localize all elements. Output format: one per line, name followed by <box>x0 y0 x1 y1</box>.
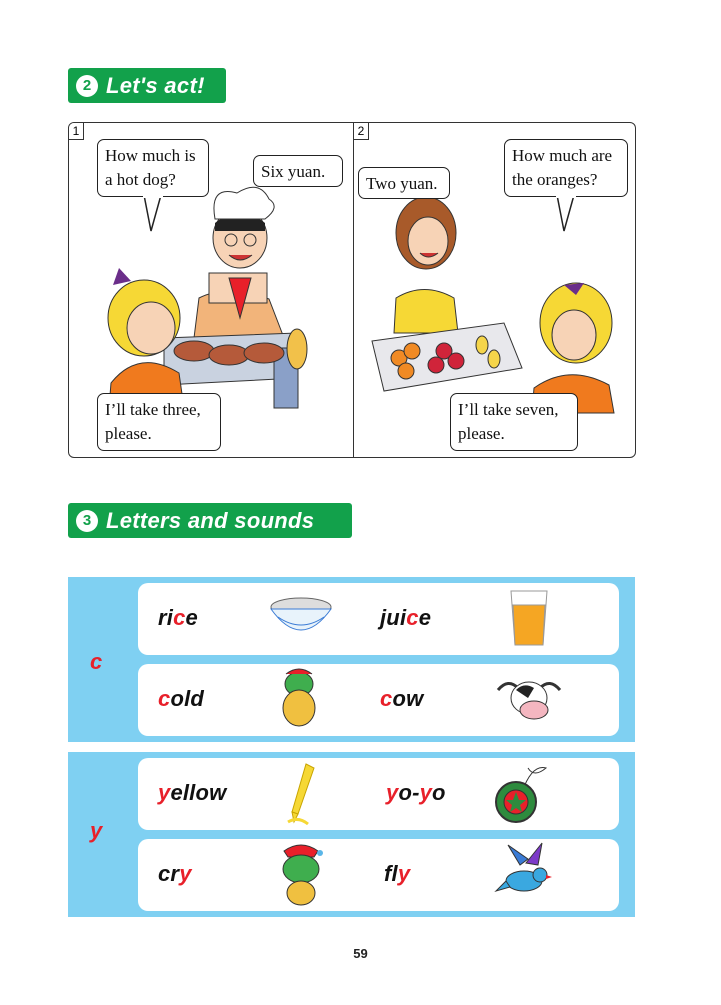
comic-strip <box>68 122 636 458</box>
word-card-row <box>138 758 619 830</box>
bubble-tail <box>552 195 582 235</box>
word-fly: fly <box>384 861 411 886</box>
word-cow: cow <box>380 686 424 711</box>
word-card-row <box>138 583 619 655</box>
letter-label: y <box>90 818 103 843</box>
word-card-row <box>138 664 619 736</box>
speech-bubble-question: How much are the oranges? <box>504 139 628 197</box>
section-number: 3 <box>76 510 98 532</box>
word-yellow: yellow <box>158 780 227 805</box>
speech-bubble-reply: I’ll take three, please. <box>97 393 221 451</box>
word-rice: rice <box>158 605 198 630</box>
section-number: 2 <box>76 75 98 97</box>
shivering-turtle-icon <box>274 666 324 734</box>
letter-label: c <box>90 649 103 674</box>
comic-panel-1 <box>69 123 354 457</box>
speech-bubble-question: How much is a hot dog? <box>97 139 209 197</box>
word-cold: cold <box>158 686 205 711</box>
panel-number: 2 <box>354 123 369 140</box>
word-yo-yo: yo-yo <box>386 780 446 805</box>
bubble-tail <box>139 195 169 235</box>
section-title: Let's act! <box>106 72 205 98</box>
word-cry: cry <box>158 861 192 886</box>
cow-icon <box>494 670 564 730</box>
flying-bird-icon <box>494 841 554 907</box>
yo-yo-icon <box>494 760 550 826</box>
section-2-banner <box>68 68 226 103</box>
letter-group-c <box>68 577 635 742</box>
speech-bubble-answer: Six yuan. <box>253 155 343 187</box>
crying-turtle-icon <box>274 841 328 907</box>
speech-bubble-answer: Two yuan. <box>358 167 450 199</box>
panel-number: 1 <box>69 123 84 140</box>
yellow-crayon-icon <box>284 760 320 826</box>
section-3-banner <box>68 503 352 538</box>
word-card-row <box>138 839 619 911</box>
section-title: Letters and sounds <box>106 507 315 533</box>
page-number: 59 <box>353 946 368 961</box>
word-juice: juice <box>380 605 432 630</box>
comic-panel-2 <box>354 123 635 457</box>
juice-glass-icon <box>508 587 550 649</box>
letter-group-y <box>68 752 635 917</box>
speech-bubble-reply: I’ll take seven, please. <box>450 393 578 451</box>
rice-bowl-icon <box>268 593 334 643</box>
